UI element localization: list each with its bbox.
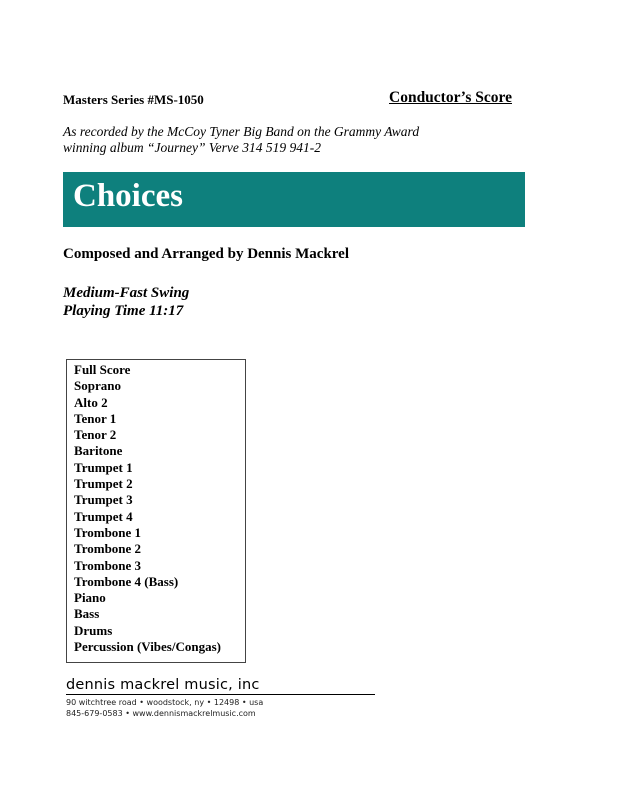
publisher-name: dennis mackrel music, inc xyxy=(66,677,260,693)
part-item: Tenor 2 xyxy=(74,427,117,443)
part-item: Piano xyxy=(74,590,106,606)
part-item: Drums xyxy=(74,622,113,638)
recording-note-line-2: winning album “Journey” Verve 314 519 941-2 xyxy=(63,140,321,155)
recording-note xyxy=(63,124,523,156)
publisher-address: 90 witchtree road • woodstock, ny • 12498 • usa xyxy=(66,698,264,707)
tempo-style: Medium-Fast Swing xyxy=(63,285,190,301)
part-item: Alto 2 xyxy=(74,394,108,410)
part-item: Trumpet 2 xyxy=(74,476,133,492)
series-number: Masters Series #MS-1050 xyxy=(63,92,204,107)
publisher-divider xyxy=(66,694,375,695)
score-type: Conductor’s Score xyxy=(389,89,512,106)
title-banner xyxy=(63,172,525,227)
part-item: Trombone 4 (Bass) xyxy=(74,573,179,589)
recording-note-line-1: As recorded by the McCoy Tyner Big Band on the Grammy Award xyxy=(63,124,420,139)
composer-credit: Composed and Arranged by Dennis Mackrel xyxy=(63,246,349,262)
part-item: Trumpet 3 xyxy=(74,492,133,508)
tempo-info xyxy=(63,284,189,320)
part-item: Percussion (Vibes/Congas) xyxy=(74,639,221,655)
part-item: Baritone xyxy=(74,443,123,459)
publisher-contact: 845-679-0583 • www.dennismackrelmusic.com xyxy=(66,709,256,718)
part-item: Bass xyxy=(74,606,100,622)
part-item: Full Score xyxy=(74,362,131,377)
page-title: Choices xyxy=(73,178,183,214)
part-item: Trombone 3 xyxy=(74,557,142,573)
part-item: Soprano xyxy=(74,378,121,394)
parts-list-box xyxy=(66,359,246,663)
part-item: Trumpet 1 xyxy=(74,459,133,475)
part-item: Trombone 2 xyxy=(74,541,142,557)
part-item: Trombone 1 xyxy=(74,524,142,540)
part-item: Trumpet 4 xyxy=(74,508,133,524)
part-item: Tenor 1 xyxy=(74,410,117,426)
playing-time: Playing Time 11:17 xyxy=(63,303,184,319)
parts-list xyxy=(74,362,221,655)
